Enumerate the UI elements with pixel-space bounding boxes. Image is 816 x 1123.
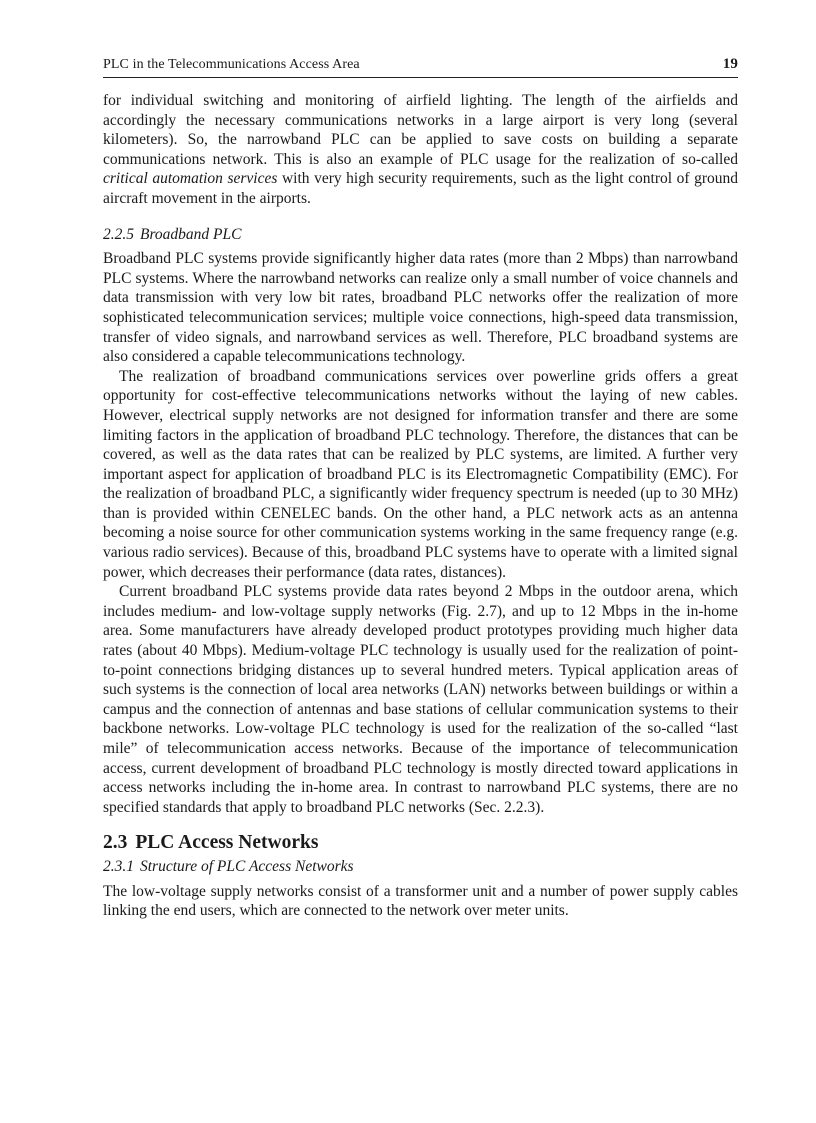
paragraph-text: with very high security requirements, such as the light control of ground aircraft movement in the airports. [103,170,738,207]
paragraph-broadband-realization: The realization of broadband communications services over powerline grids offers a great opportunity for cost-effective telecommunications networks without the laying of new cables. However, electrical supply networks are not designed for information transfer and there are some limiting factors in the application of broadband PLC technology. Therefore, the distances that can be covered, as well as the data rates that can be realized by PLC systems, are limited. A further very important aspect for application of broadband PLC is its Electromagnetic Compatibility (EMC). For the realization of broadband PLC, a significantly wider frequency spectrum is needed (up to 30 MHz) than is provided within CENELEC bands. On the other hand, a PLC network acts as an antenna becoming a noise source for other communication systems working in the same frequency range (e.g. various radio services). Because of this, broadband PLC systems have to operate with a limited signal power, which decreases their performance (data rates, distances). [103,367,738,581]
subsection-heading-broadband-plc [103,225,738,245]
paragraph-broadband-intro: Broadband PLC systems provide significantly higher data rates (more than 2 Mbps) than narrowband PLC systems. Where the narrowband networks can realize only a small number of voice channels and data transmission with very low bit rates, broadband PLC networks offer the realization of more sophisticated telecommunication services; multiple voice connections, high-speed data transmission, transfer of video signals, and narrowband services as well. Therefore, PLC broadband systems are also considered a capable telecommunications technology. [103,250,738,366]
book-page [103,56,738,921]
subsection-number: 2.2.5 [103,225,134,243]
section-number: 2.3 [103,832,128,854]
subsection-number: 2.3.1 [103,857,134,875]
running-header [103,56,738,78]
section-title: PLC Access Networks [135,832,319,854]
paragraph-airfield-lighting [103,91,738,209]
emphasis-critical-automation: critical automation services [103,170,278,188]
page-number: 19 [722,56,738,72]
paragraph-text: for individual switching and monitoring of airfield lighting. The length of the airfields and accordingly the necessary communications networks in a large airport is very long (several kilometers). So, the narrowband PLC can be applied to save costs on building a separate communications network. This is also an example of PLC usage for the realization of so-called [103,92,738,168]
paragraph-current-systems: Current broadband PLC systems provide data rates beyond 2 Mbps in the outdoor arena, which includes medium- and low-voltage supply networks (Fig. 2.7), and up to 12 Mbps in the in-home area. Some manufacturers have already developed product prototypes providing much higher data rates (about 40 Mbps). Medium-voltage PLC technology is usually used for the realization of point-to-point connections bridging distances up to several hundred meters. Typical application areas of such systems is the connection of local area networks (LAN) networks between buildings or within a campus and the connection of antennas and base stations of cellular communication systems to their backbone networks. Low-voltage PLC technology is used for the realization of the so-called “last mile” of telecommunication access networks. Because of the importance of telecommunication access, current development of broadband PLC technology is mostly directed toward applications in access networks including the in-home area. In contrast to narrowband PLC systems, there are no specified standards that apply to broadband PLC networks (Sec. 2.2.3). [103,583,738,816]
section-heading-plc-access-networks [103,833,738,853]
running-title: PLC in the Telecommunications Access Area [103,57,360,72]
subsection-heading-structure [103,857,738,877]
subsection-title: Broadband PLC [140,225,242,243]
body-text [103,91,738,921]
subsection-title: Structure of PLC Access Networks [140,857,354,875]
paragraph-low-voltage-networks: The low-voltage supply networks consist of a transformer unit and a number of power supply cables linking the end users, which are connected to the network over meter units. [103,882,738,920]
